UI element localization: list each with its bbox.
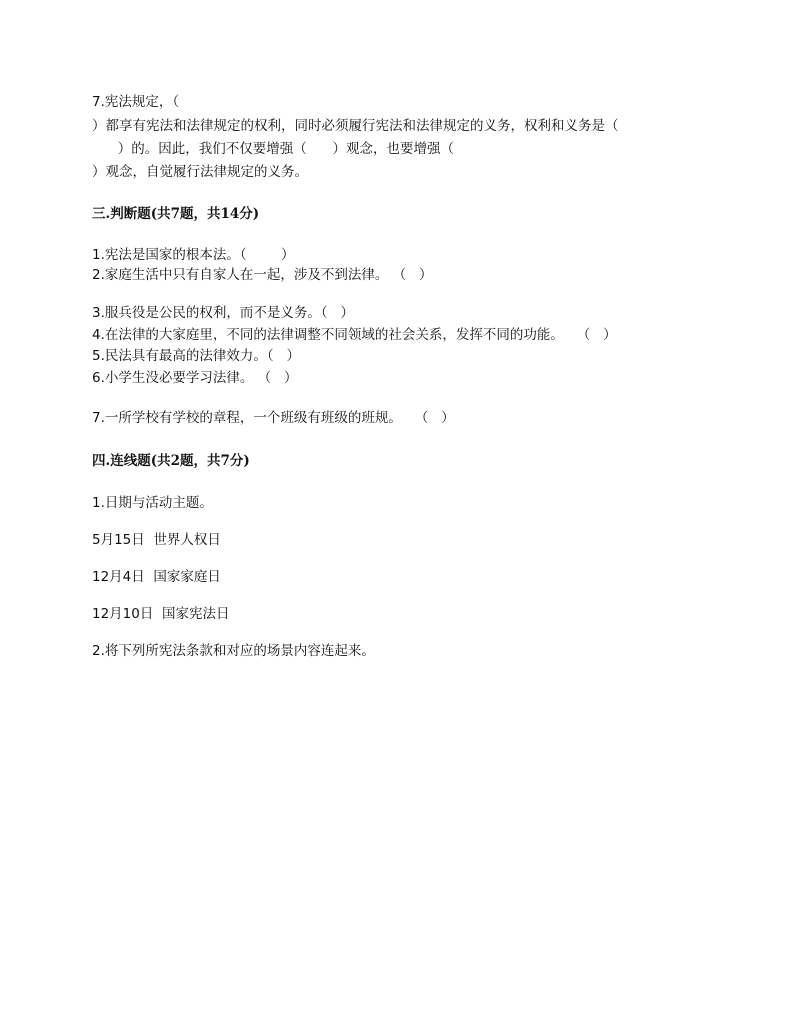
match-question-1: 1.日期与活动主题。 <box>92 495 213 511</box>
judge-item-7: 7.一所学校有学校的章程，一个班级有班级的班规。 （ ） <box>92 410 455 426</box>
judge-item-1: 1.宪法是国家的根本法。（ ） <box>92 247 295 263</box>
section-4-heading: 四.连线题(共2题，共7分) <box>92 453 250 469</box>
match-pair-1: 5月15日 世界人权日 <box>92 532 221 548</box>
q7-line-1: 7.宪法规定，（ <box>92 94 180 110</box>
judge-item-3: 3.服兵役是公民的权利，而不是义务。（ ） <box>92 305 355 321</box>
judge-item-2: 2.家庭生活中只有自家人在一起，涉及不到法律。 （ ） <box>92 267 433 283</box>
q7-line-2: ）都享有宪法和法律规定的权利，同时必须履行宪法和法律规定的义务，权利和义务是（ <box>92 118 619 134</box>
match-pair-3: 12月10日 国家宪法日 <box>92 606 230 622</box>
match-pair-2: 12月4日 国家家庭日 <box>92 569 221 585</box>
judge-item-6: 6.小学生没必要学习法律。 （ ） <box>92 370 298 386</box>
q7-line-4: ）观念，自觉履行法律规定的义务。 <box>92 164 308 180</box>
judge-item-4: 4.在法律的大家庭里，不同的法律调整不同领域的社会关系，发挥不同的功能。 （ ） <box>92 327 617 343</box>
section-3-heading: 三.判断题(共7题，共14分) <box>92 206 260 222</box>
judge-item-5: 5.民法具有最高的法律效力。（ ） <box>92 348 301 364</box>
q7-line-3: ）的。因此，我们不仅要增强（ ）观念，也要增强（ <box>92 141 454 157</box>
match-question-2: 2.将下列所宪法条款和对应的场景内容连起来。 <box>92 643 375 659</box>
